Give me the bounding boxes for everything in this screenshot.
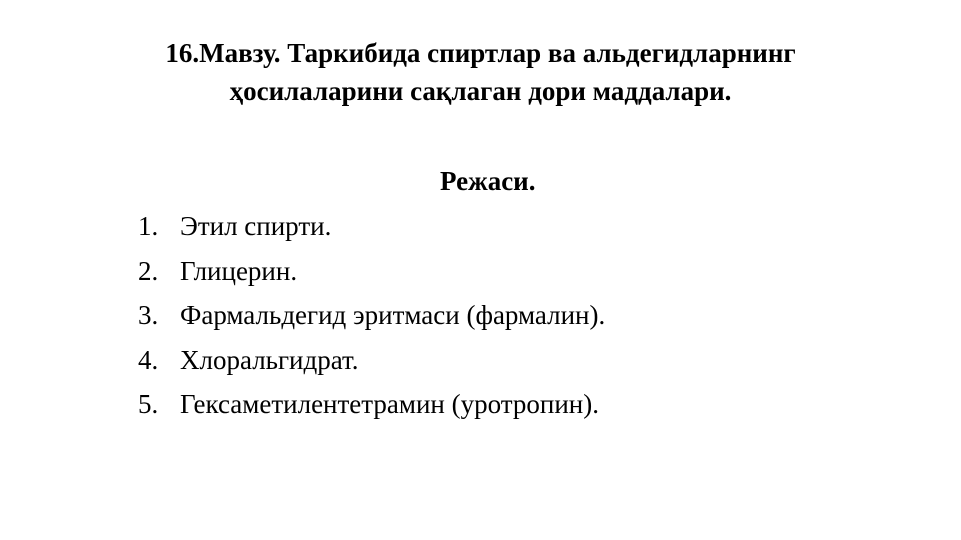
plan-heading: Режаси. — [440, 166, 536, 196]
plan-item-number: 5. — [138, 389, 159, 419]
plan-item-number: 3. — [138, 300, 159, 330]
plan-item-text: Фармальдегид эритмаси (фармалин). — [180, 300, 606, 330]
plan-item-4 — [138, 338, 605, 383]
plan-item-text: Хлоральгидрат. — [180, 344, 359, 375]
slide-title-line-1: 16.Мавзу. Таркибида спиртлар ва альдегидларнинг — [165, 38, 796, 68]
slide-title — [60, 34, 901, 110]
plan-item-number: 4. — [138, 344, 159, 375]
plan-item-2 — [138, 249, 605, 294]
plan-item-number: 1. — [138, 211, 159, 241]
plan-item-text: Этил спирти. — [180, 211, 332, 241]
plan-item-5 — [138, 382, 605, 427]
plan-item-3 — [138, 293, 605, 338]
plan-item-number: 2. — [138, 255, 159, 286]
plan-item-text: Гексаметилентетрамин (уротропин). — [180, 389, 599, 419]
slide-title-line-2: ҳосилаларини сақлаган дори маддалари. — [229, 76, 732, 106]
plan-list — [138, 204, 605, 427]
plan-item-text: Глицерин. — [180, 255, 298, 286]
plan-item-1 — [138, 204, 605, 249]
